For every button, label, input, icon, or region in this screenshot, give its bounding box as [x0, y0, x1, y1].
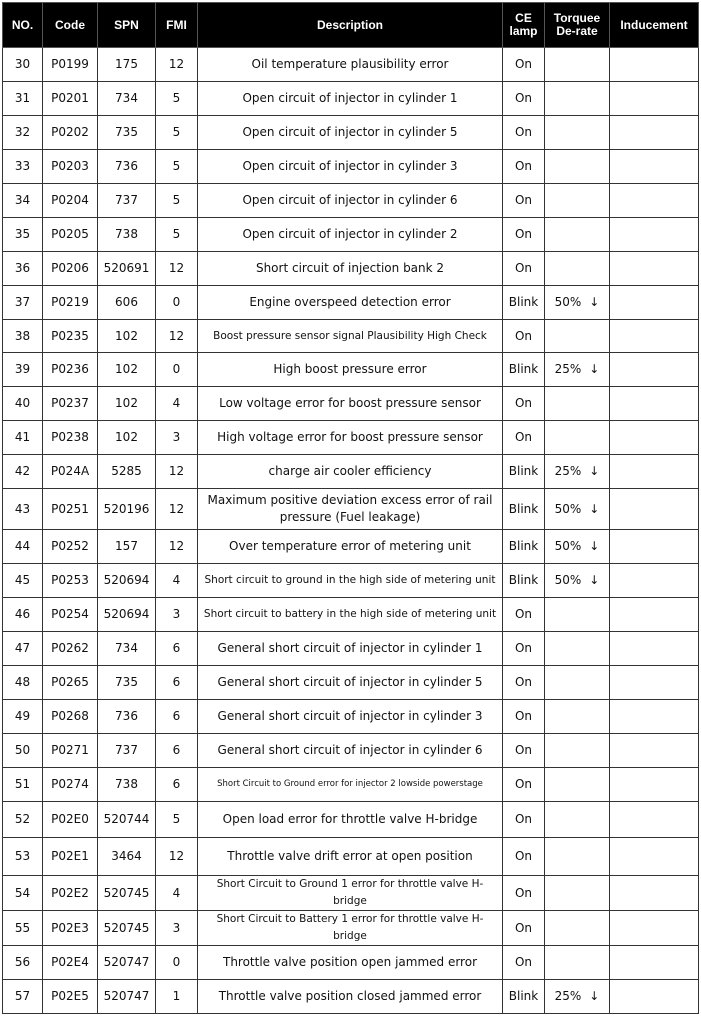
- cell-inducement: [610, 946, 699, 980]
- cell-inducement: [610, 286, 699, 320]
- cell-ce-lamp: Blink: [503, 564, 545, 598]
- cell-code: P0206: [43, 252, 98, 286]
- derate-value: 25%: [554, 362, 582, 376]
- cell-code: P0219: [43, 286, 98, 320]
- cell-no: 33: [3, 150, 43, 184]
- header-no: NO.: [3, 3, 43, 48]
- cell-inducement: [610, 218, 699, 252]
- cell-code: P02E3: [43, 911, 98, 946]
- table-row: [3, 387, 699, 421]
- table-body: [3, 48, 699, 1014]
- table-row: [3, 353, 699, 387]
- cell-description: Throttle valve position closed jammed error: [198, 980, 503, 1014]
- cell-fmi: 12: [156, 252, 198, 286]
- table-row: [3, 530, 699, 564]
- cell-ce-lamp: On: [503, 116, 545, 150]
- cell-torque-derate: [545, 530, 610, 564]
- cell-torque-derate: [545, 946, 610, 980]
- table-row: [3, 946, 699, 980]
- cell-torque-derate: [545, 184, 610, 218]
- cell-description: Open circuit of injector in cylinder 6: [198, 184, 503, 218]
- cell-inducement: [610, 489, 699, 530]
- cell-torque-derate: [545, 218, 610, 252]
- cell-fmi: 6: [156, 632, 198, 666]
- table-row: [3, 116, 699, 150]
- cell-no: 37: [3, 286, 43, 320]
- cell-fmi: 5: [156, 82, 198, 116]
- cell-torque-derate: [545, 82, 610, 116]
- cell-spn: 738: [98, 218, 156, 252]
- cell-torque-derate: [545, 252, 610, 286]
- cell-fmi: 6: [156, 768, 198, 802]
- cell-inducement: [610, 252, 699, 286]
- cell-inducement: [610, 700, 699, 734]
- cell-description: Low voltage error for boost pressure sensor: [198, 387, 503, 421]
- table-row: [3, 876, 699, 911]
- cell-torque-derate: [545, 116, 610, 150]
- cell-ce-lamp: Blink: [503, 286, 545, 320]
- cell-torque-derate: [545, 320, 610, 353]
- cell-fmi: 0: [156, 946, 198, 980]
- cell-no: 44: [3, 530, 43, 564]
- cell-fmi: 12: [156, 455, 198, 489]
- cell-torque-derate: [545, 802, 610, 838]
- table-row: [3, 252, 699, 286]
- cell-code: P0203: [43, 150, 98, 184]
- cell-ce-lamp: On: [503, 150, 545, 184]
- cell-spn: 735: [98, 666, 156, 700]
- cell-fmi: 5: [156, 150, 198, 184]
- derate-value: 25%: [554, 464, 582, 478]
- cell-spn: 520745: [98, 911, 156, 946]
- table-row: [3, 455, 699, 489]
- header-code: Code: [43, 3, 98, 48]
- cell-torque-derate: [545, 421, 610, 455]
- cell-inducement: [610, 838, 699, 876]
- cell-torque-derate: [545, 353, 610, 387]
- cell-spn: 520691: [98, 252, 156, 286]
- table-row: [3, 598, 699, 632]
- cell-inducement: [610, 734, 699, 768]
- cell-torque-derate: [545, 876, 610, 911]
- cell-inducement: [610, 184, 699, 218]
- table-row: [3, 286, 699, 320]
- cell-code: P0236: [43, 353, 98, 387]
- cell-fmi: 12: [156, 530, 198, 564]
- cell-fmi: 3: [156, 911, 198, 946]
- cell-ce-lamp: On: [503, 802, 545, 838]
- cell-fmi: 4: [156, 564, 198, 598]
- cell-no: 38: [3, 320, 43, 353]
- table-row: [3, 700, 699, 734]
- cell-no: 43: [3, 489, 43, 530]
- cell-code: P02E0: [43, 802, 98, 838]
- cell-code: P0202: [43, 116, 98, 150]
- table-row: [3, 734, 699, 768]
- arrow-down-icon: ↓: [589, 539, 600, 553]
- cell-spn: 520744: [98, 802, 156, 838]
- table-row: [3, 421, 699, 455]
- cell-no: 31: [3, 82, 43, 116]
- cell-inducement: [610, 564, 699, 598]
- cell-description: Oil temperature plausibility error: [198, 48, 503, 82]
- cell-code: P0205: [43, 218, 98, 252]
- cell-inducement: [610, 48, 699, 82]
- cell-no: 56: [3, 946, 43, 980]
- cell-no: 52: [3, 802, 43, 838]
- cell-description: General short circuit of injector in cylinder 5: [198, 666, 503, 700]
- cell-ce-lamp: On: [503, 387, 545, 421]
- cell-torque-derate: [545, 489, 610, 530]
- table-row: [3, 802, 699, 838]
- header-spn: SPN: [98, 3, 156, 48]
- cell-inducement: [610, 353, 699, 387]
- cell-fmi: 3: [156, 598, 198, 632]
- cell-no: 41: [3, 421, 43, 455]
- cell-ce-lamp: Blink: [503, 353, 545, 387]
- cell-spn: 520747: [98, 980, 156, 1014]
- table-row: [3, 320, 699, 353]
- cell-ce-lamp: On: [503, 734, 545, 768]
- cell-no: 42: [3, 455, 43, 489]
- cell-torque-derate: [545, 632, 610, 666]
- cell-no: 36: [3, 252, 43, 286]
- cell-torque-derate: [545, 980, 610, 1014]
- table-row: [3, 489, 699, 530]
- cell-torque-derate: [545, 700, 610, 734]
- cell-torque-derate: [545, 911, 610, 946]
- table-row: [3, 218, 699, 252]
- cell-description: Throttle valve position open jammed error: [198, 946, 503, 980]
- cell-inducement: [610, 320, 699, 353]
- cell-description: Short Circuit to Battery 1 error for throttle valve H-bridge: [198, 911, 503, 946]
- cell-spn: 734: [98, 632, 156, 666]
- cell-spn: 520694: [98, 598, 156, 632]
- cell-description: Open circuit of injector in cylinder 5: [198, 116, 503, 150]
- cell-ce-lamp: On: [503, 320, 545, 353]
- cell-ce-lamp: On: [503, 768, 545, 802]
- cell-inducement: [610, 768, 699, 802]
- cell-description: High boost pressure error: [198, 353, 503, 387]
- cell-description: Open circuit of injector in cylinder 3: [198, 150, 503, 184]
- cell-description: Short circuit of injection bank 2: [198, 252, 503, 286]
- cell-inducement: [610, 666, 699, 700]
- cell-ce-lamp: On: [503, 876, 545, 911]
- cell-no: 51: [3, 768, 43, 802]
- cell-description: Throttle valve drift error at open position: [198, 838, 503, 876]
- cell-description: Open circuit of injector in cylinder 2: [198, 218, 503, 252]
- cell-no: 40: [3, 387, 43, 421]
- cell-code: P0271: [43, 734, 98, 768]
- cell-fmi: 5: [156, 116, 198, 150]
- cell-ce-lamp: On: [503, 598, 545, 632]
- cell-ce-lamp: Blink: [503, 980, 545, 1014]
- cell-code: P0254: [43, 598, 98, 632]
- cell-spn: 3464: [98, 838, 156, 876]
- cell-description: Short circuit to battery in the high side of metering unit: [198, 598, 503, 632]
- cell-inducement: [610, 455, 699, 489]
- cell-fmi: 5: [156, 184, 198, 218]
- cell-code: P0262: [43, 632, 98, 666]
- cell-fmi: 6: [156, 666, 198, 700]
- cell-description: General short circuit of injector in cylinder 6: [198, 734, 503, 768]
- cell-ce-lamp: On: [503, 48, 545, 82]
- cell-spn: 735: [98, 116, 156, 150]
- cell-code: P02E5: [43, 980, 98, 1014]
- table-row: [3, 48, 699, 82]
- table-row: [3, 980, 699, 1014]
- cell-fmi: 6: [156, 700, 198, 734]
- cell-ce-lamp: Blink: [503, 530, 545, 564]
- cell-code: P024A: [43, 455, 98, 489]
- cell-code: P0238: [43, 421, 98, 455]
- cell-description: Over temperature error of metering unit: [198, 530, 503, 564]
- cell-spn: 520747: [98, 946, 156, 980]
- cell-code: P0274: [43, 768, 98, 802]
- derate-value: 50%: [554, 295, 582, 309]
- cell-description: Open load error for throttle valve H-bridge: [198, 802, 503, 838]
- cell-torque-derate: [545, 598, 610, 632]
- arrow-down-icon: ↓: [589, 295, 600, 309]
- cell-code: P02E1: [43, 838, 98, 876]
- cell-fmi: 12: [156, 48, 198, 82]
- cell-torque-derate: [545, 150, 610, 184]
- cell-torque-derate: [545, 564, 610, 598]
- cell-inducement: [610, 421, 699, 455]
- cell-code: P0253: [43, 564, 98, 598]
- cell-fmi: 12: [156, 838, 198, 876]
- cell-spn: 175: [98, 48, 156, 82]
- cell-fmi: 3: [156, 421, 198, 455]
- cell-inducement: [610, 632, 699, 666]
- derate-value: 50%: [554, 501, 582, 516]
- cell-inducement: [610, 150, 699, 184]
- cell-torque-derate: [545, 666, 610, 700]
- cell-spn: 736: [98, 700, 156, 734]
- cell-fmi: 12: [156, 489, 198, 530]
- cell-spn: 606: [98, 286, 156, 320]
- header-row: [3, 3, 699, 48]
- cell-torque-derate: [545, 286, 610, 320]
- cell-inducement: [610, 911, 699, 946]
- cell-no: 47: [3, 632, 43, 666]
- table-row: [3, 564, 699, 598]
- cell-code: P0201: [43, 82, 98, 116]
- cell-spn: 520745: [98, 876, 156, 911]
- cell-code: P0204: [43, 184, 98, 218]
- cell-ce-lamp: On: [503, 911, 545, 946]
- cell-fmi: 12: [156, 320, 198, 353]
- cell-code: P02E4: [43, 946, 98, 980]
- cell-ce-lamp: On: [503, 252, 545, 286]
- cell-spn: 520694: [98, 564, 156, 598]
- arrow-down-icon: ↓: [589, 573, 600, 587]
- cell-code: P0199: [43, 48, 98, 82]
- cell-inducement: [610, 116, 699, 150]
- cell-ce-lamp: On: [503, 218, 545, 252]
- table-row: [3, 911, 699, 946]
- cell-no: 55: [3, 911, 43, 946]
- cell-fmi: 4: [156, 876, 198, 911]
- derate-value: 25%: [554, 989, 582, 1003]
- cell-code: P0265: [43, 666, 98, 700]
- cell-ce-lamp: On: [503, 700, 545, 734]
- derate-value: 50%: [554, 573, 582, 587]
- cell-torque-derate: [545, 734, 610, 768]
- cell-spn: 102: [98, 421, 156, 455]
- table-row: [3, 184, 699, 218]
- cell-description: Short circuit to ground in the high side of metering unit: [198, 564, 503, 598]
- cell-description: Short Circuit to Ground error for injector 2 lowside powerstage: [198, 768, 503, 802]
- cell-spn: 102: [98, 353, 156, 387]
- cell-no: 39: [3, 353, 43, 387]
- table-row: [3, 82, 699, 116]
- cell-no: 45: [3, 564, 43, 598]
- header-inducement: Inducement: [610, 3, 699, 48]
- cell-spn: 736: [98, 150, 156, 184]
- cell-spn: 738: [98, 768, 156, 802]
- cell-no: 46: [3, 598, 43, 632]
- arrow-down-icon: ↓: [589, 501, 600, 516]
- cell-description: High voltage error for boost pressure sensor: [198, 421, 503, 455]
- cell-no: 53: [3, 838, 43, 876]
- cell-fmi: 6: [156, 734, 198, 768]
- cell-ce-lamp: On: [503, 838, 545, 876]
- cell-torque-derate: [545, 387, 610, 421]
- cell-no: 32: [3, 116, 43, 150]
- table-row: [3, 768, 699, 802]
- cell-inducement: [610, 598, 699, 632]
- cell-no: 50: [3, 734, 43, 768]
- cell-fmi: 1: [156, 980, 198, 1014]
- cell-description: Short Circuit to Ground 1 error for throttle valve H-bridge: [198, 876, 503, 911]
- cell-no: 30: [3, 48, 43, 82]
- cell-code: P0251: [43, 489, 98, 530]
- cell-code: P0235: [43, 320, 98, 353]
- dtc-table: [2, 2, 699, 1014]
- cell-spn: 734: [98, 82, 156, 116]
- cell-torque-derate: [545, 455, 610, 489]
- cell-description: General short circuit of injector in cylinder 1: [198, 632, 503, 666]
- derate-value: 50%: [554, 539, 582, 553]
- header-torque-derate: Torquee De-rate: [545, 3, 610, 48]
- cell-fmi: 0: [156, 353, 198, 387]
- cell-no: 54: [3, 876, 43, 911]
- header-fmi: FMI: [156, 3, 198, 48]
- cell-spn: 737: [98, 184, 156, 218]
- cell-description: Boost pressure sensor signal Plausibility High Check: [198, 320, 503, 353]
- arrow-down-icon: ↓: [589, 362, 600, 376]
- table-row: [3, 838, 699, 876]
- cell-code: P0268: [43, 700, 98, 734]
- cell-inducement: [610, 82, 699, 116]
- cell-code: P0252: [43, 530, 98, 564]
- cell-spn: 520196: [98, 489, 156, 530]
- cell-inducement: [610, 530, 699, 564]
- cell-description: Open circuit of injector in cylinder 1: [198, 82, 503, 116]
- cell-fmi: 5: [156, 802, 198, 838]
- cell-ce-lamp: On: [503, 184, 545, 218]
- cell-code: P0237: [43, 387, 98, 421]
- table-row: [3, 632, 699, 666]
- cell-inducement: [610, 980, 699, 1014]
- cell-ce-lamp: On: [503, 666, 545, 700]
- cell-fmi: 4: [156, 387, 198, 421]
- cell-ce-lamp: On: [503, 421, 545, 455]
- cell-spn: 157: [98, 530, 156, 564]
- cell-ce-lamp: Blink: [503, 455, 545, 489]
- cell-spn: 102: [98, 387, 156, 421]
- cell-inducement: [610, 876, 699, 911]
- table-row: [3, 666, 699, 700]
- cell-spn: 737: [98, 734, 156, 768]
- arrow-down-icon: ↓: [589, 464, 600, 478]
- cell-no: 49: [3, 700, 43, 734]
- cell-fmi: 5: [156, 218, 198, 252]
- cell-inducement: [610, 802, 699, 838]
- cell-no: 34: [3, 184, 43, 218]
- cell-ce-lamp: On: [503, 82, 545, 116]
- cell-spn: 102: [98, 320, 156, 353]
- cell-description: Maximum positive deviation excess error of rail pressure (Fuel leakage): [198, 489, 503, 530]
- cell-torque-derate: [545, 48, 610, 82]
- cell-torque-derate: [545, 768, 610, 802]
- cell-fmi: 0: [156, 286, 198, 320]
- cell-description: Engine overspeed detection error: [198, 286, 503, 320]
- cell-inducement: [610, 387, 699, 421]
- cell-torque-derate: [545, 838, 610, 876]
- cell-no: 57: [3, 980, 43, 1014]
- cell-spn: 5285: [98, 455, 156, 489]
- cell-no: 35: [3, 218, 43, 252]
- header-ce-lamp: CE lamp: [503, 3, 545, 48]
- cell-code: P02E2: [43, 876, 98, 911]
- cell-no: 48: [3, 666, 43, 700]
- header-description: Description: [198, 3, 503, 48]
- cell-ce-lamp: On: [503, 632, 545, 666]
- cell-ce-lamp: Blink: [503, 489, 545, 530]
- arrow-down-icon: ↓: [589, 989, 600, 1003]
- cell-ce-lamp: On: [503, 946, 545, 980]
- cell-description: General short circuit of injector in cylinder 3: [198, 700, 503, 734]
- cell-description: charge air cooler efficiency: [198, 455, 503, 489]
- table-row: [3, 150, 699, 184]
